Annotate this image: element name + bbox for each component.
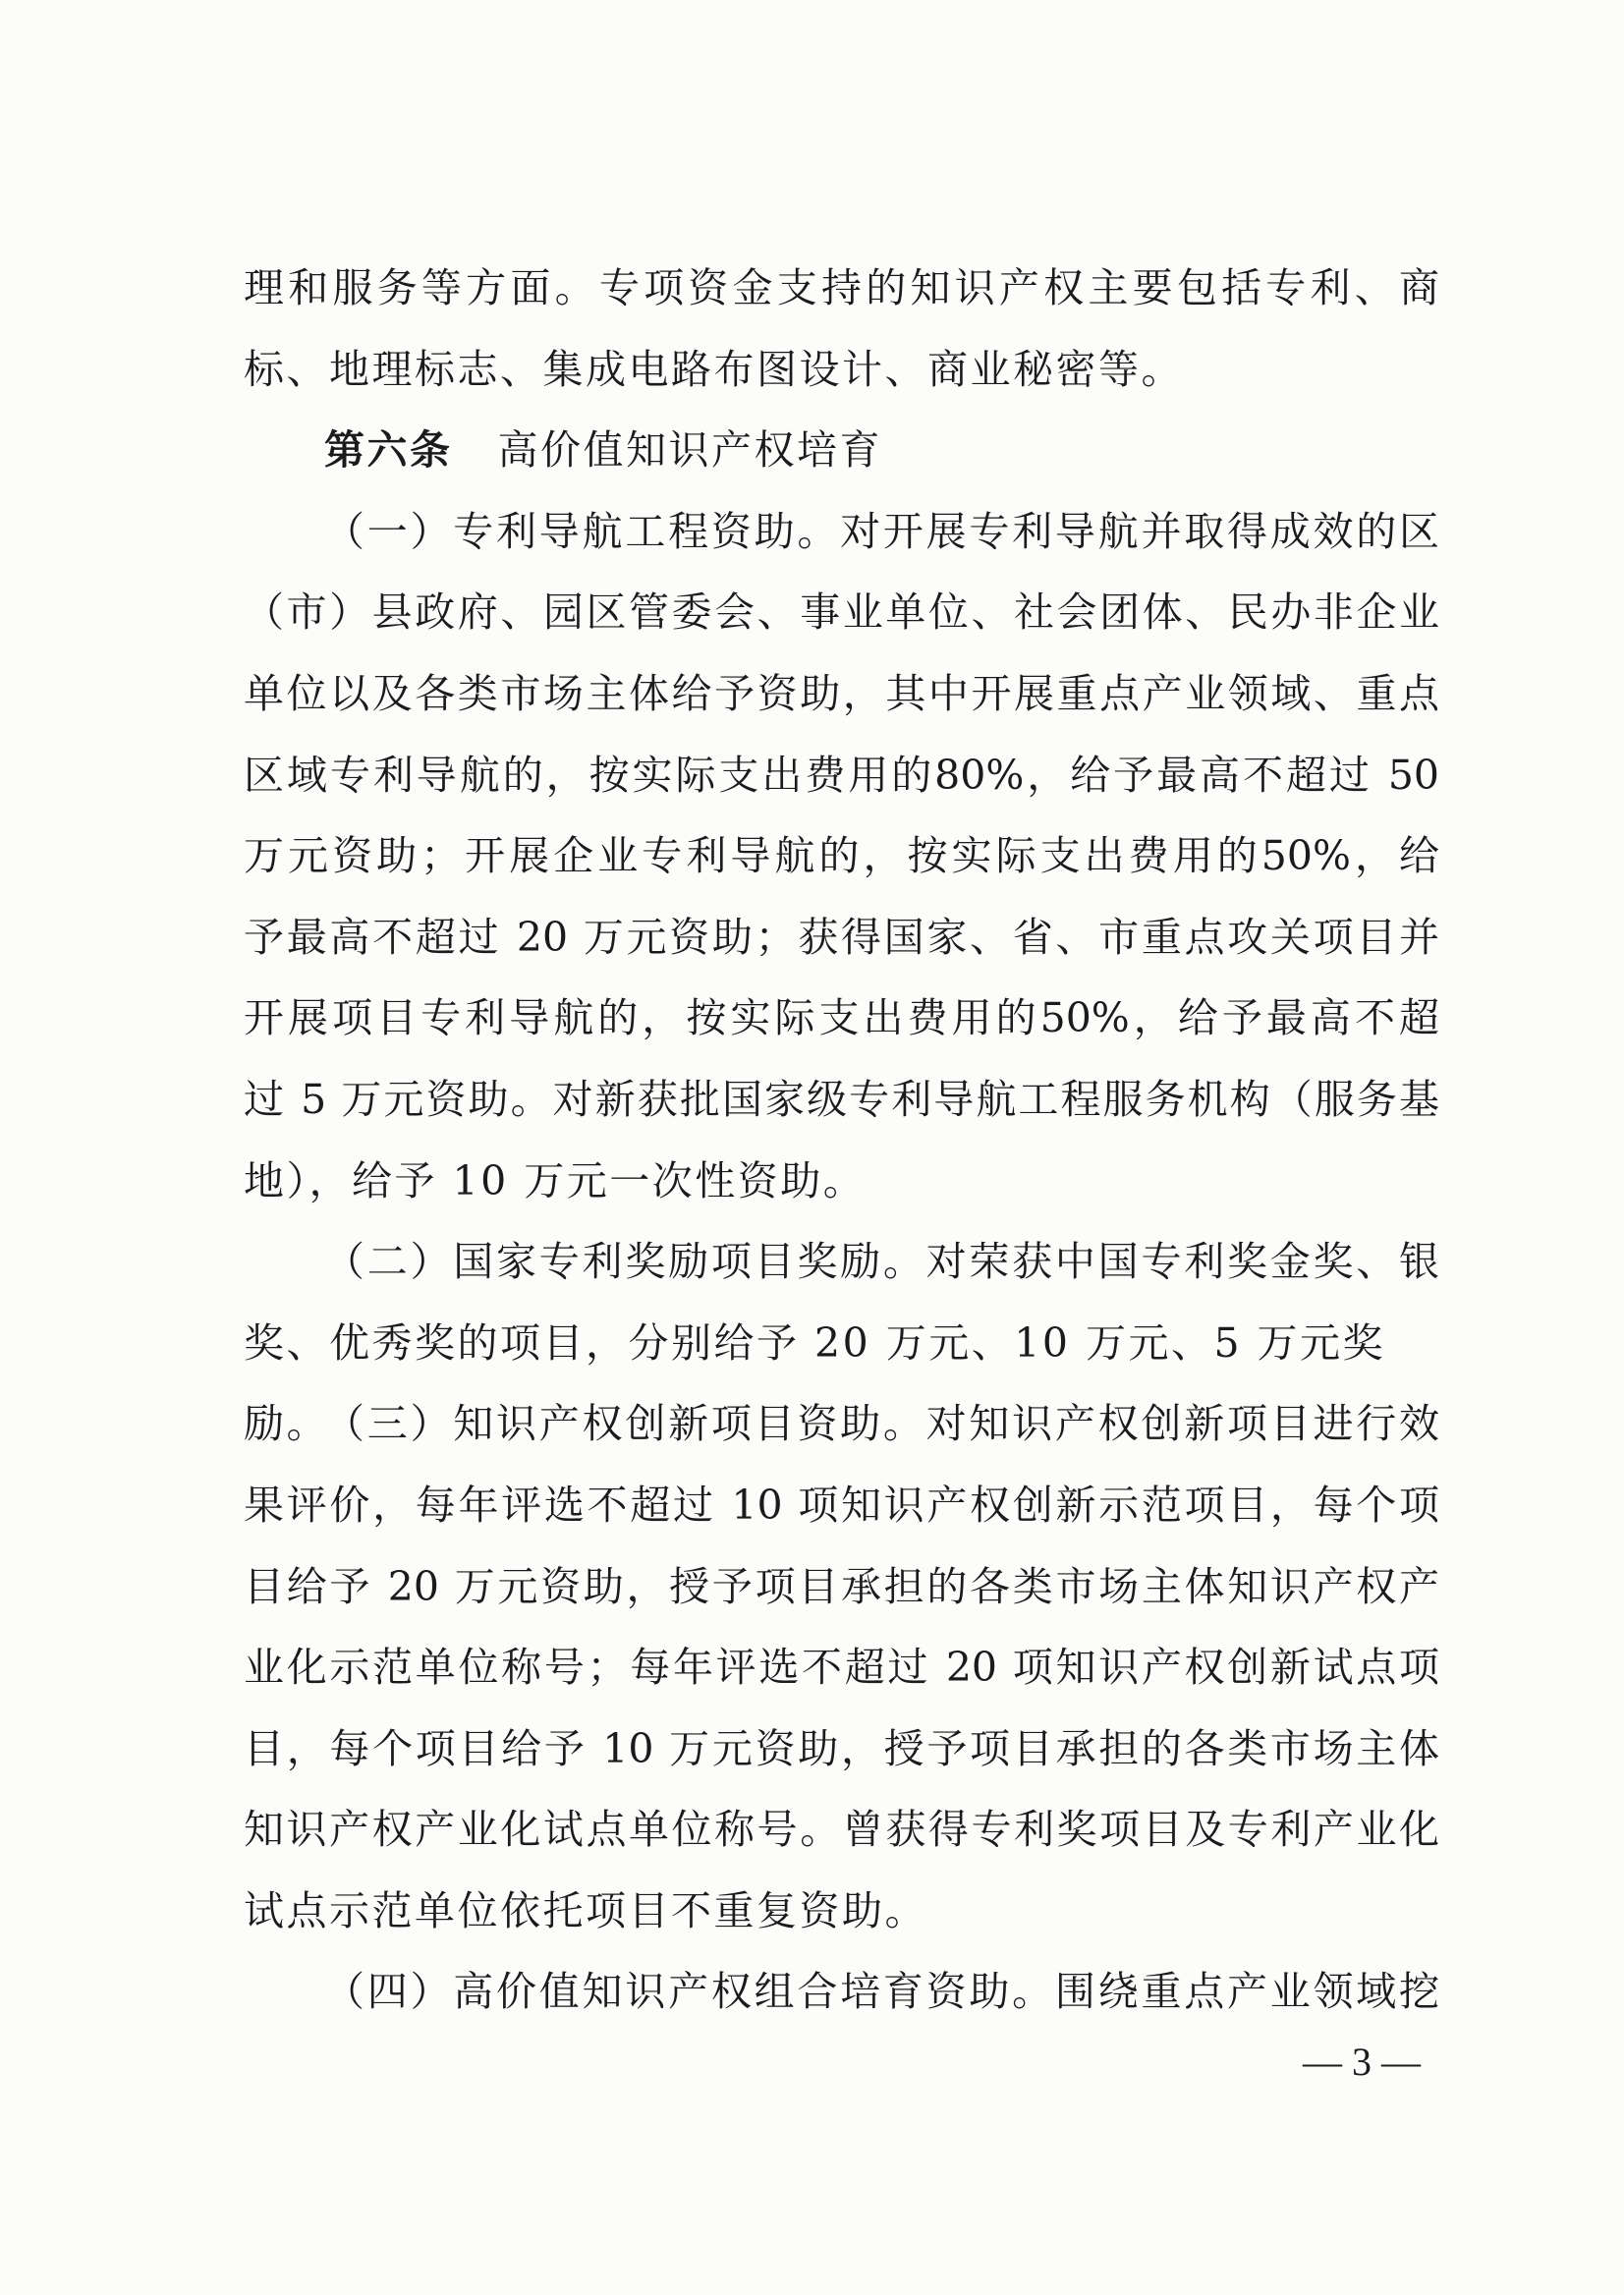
- paragraph-item-1: [244, 491, 1439, 1221]
- paragraph-continuation: [244, 248, 1439, 410]
- article-heading: [244, 410, 1439, 491]
- paragraph-item-3: [244, 1383, 1439, 1951]
- text-line: 单位以及各类市场主体给予资助，其中开展重点产业领域、重点: [244, 669, 1439, 717]
- text-line: （二）国家专利奖励项目奖励。对荣获中国专利奖金奖、银: [324, 1238, 1439, 1286]
- page-number: — 3 —: [1303, 2040, 1421, 2084]
- text-line: 过 5 万元资助。对新获批国家级专利导航工程服务机构（服务基: [244, 1075, 1439, 1123]
- text-line: （四）高价值知识产权组合培育资助。围绕重点产业领域挖: [324, 1968, 1439, 2016]
- text-line: 知识产权产业化试点单位称号。曾获得专利奖项目及专利产业化: [244, 1806, 1439, 1854]
- text-line: （一）专利导航工程资助。对开展专利导航并取得成效的区: [324, 507, 1439, 555]
- text-line: 试点示范单位依托项目不重复资助。: [244, 1886, 927, 1934]
- text-line: 开展项目专利导航的，按实际支出费用的50%，给予最高不超: [244, 994, 1439, 1042]
- text-line: 目给予 20 万元资助，授予项目承担的各类市场主体知识产权产: [244, 1562, 1439, 1610]
- text-line: （市）县政府、园区管委会、事业单位、社会团体、民办非企业: [244, 588, 1439, 637]
- text-line: 理和服务等方面。专项资金支持的知识产权主要包括专利、商: [244, 264, 1439, 311]
- text-line: 区域专利导航的，按实际支出费用的80%，给予最高不超过 50: [244, 751, 1439, 799]
- text-line: 奖、优秀奖的项目，分别给予 20 万元、10 万元、5 万元奖励。: [244, 1318, 1386, 1448]
- text-line: 果评价，每年评选不超过 10 项知识产权创新示范项目，每个项: [244, 1481, 1439, 1529]
- text-line: 标、地理标志、集成电路布图设计、商业秘密等。: [244, 345, 1184, 393]
- text-line: 万元资助；开展企业专利导航的，按实际支出费用的50%，给: [244, 832, 1439, 880]
- paragraph-item-4: [244, 1951, 1439, 2033]
- text-line: 地），给予 10 万元一次性资助。: [244, 1156, 867, 1204]
- document-body: [244, 248, 1439, 2033]
- article-title: 高价值知识产权培育: [497, 426, 882, 475]
- text-line: 业化示范单位称号；每年评选不超过 20 项知识产权创新试点项: [244, 1644, 1439, 1692]
- text-line: 目，每个项目给予 10 万元资助，授予项目承担的各类市场主体: [244, 1724, 1439, 1772]
- text-line: （三）知识产权创新项目资助。对知识产权创新项目进行效: [324, 1400, 1439, 1448]
- article-number: 第六条: [324, 426, 453, 475]
- text-line: 予最高不超过 20 万元资助；获得国家、省、市重点攻关项目并: [244, 913, 1439, 961]
